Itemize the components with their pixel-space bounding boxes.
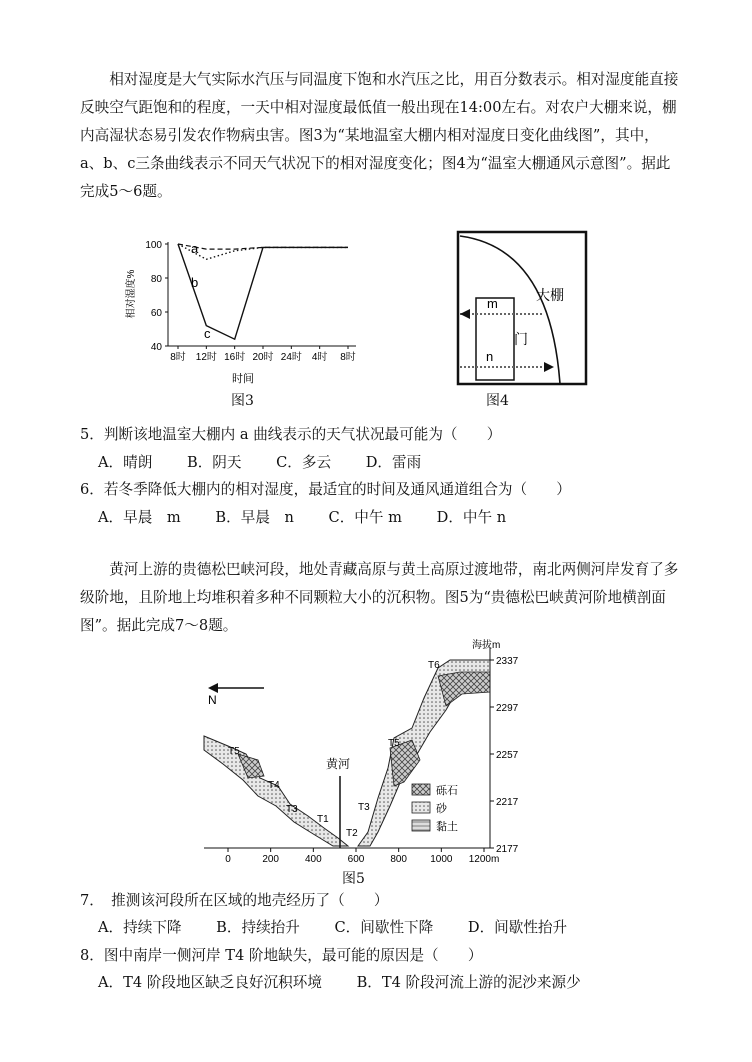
north-label: N — [208, 693, 217, 707]
terrace-label-t3-north: T3 — [286, 804, 298, 815]
y-tick-label: 100 — [145, 240, 162, 251]
q6-option-a[interactable]: A．早晨 m — [98, 509, 181, 526]
figure-5-terrace-section — [198, 636, 528, 866]
figure-5-caption: 图5 — [342, 871, 365, 887]
distance-tick-label: 1200m — [468, 854, 500, 865]
q5-option-b[interactable]: B．阴天 — [186, 454, 242, 471]
question-5-stem: 5．判断该地温室大棚内 a 曲线表示的天气状况最可能为（ ） — [80, 426, 502, 443]
q8-option-a[interactable]: A．T4 阶段地区缺乏良好沉积环境 — [98, 974, 322, 991]
q6-option-c[interactable]: C．中午 m — [328, 509, 402, 526]
curve-label-b: b — [191, 275, 199, 290]
legend-sand: 砂 — [436, 803, 447, 815]
altitude-label: 海拔m — [472, 640, 501, 651]
figure-3-caption: 图3 — [231, 393, 254, 409]
q7-option-c[interactable]: C．间歇性下降 — [334, 919, 434, 936]
altitude-tick-label: 2217 — [496, 797, 519, 808]
figure-4-ventilation-diagram — [450, 228, 590, 388]
altitude-tick-label: 2297 — [496, 703, 519, 714]
x-tick-label: 4时 — [311, 352, 328, 363]
question-8-stem: 8．图中南岸一侧河岸 T4 阶地缺失，最可能的原因是（ ） — [80, 947, 483, 964]
x-tick-label: 24时 — [280, 352, 302, 363]
altitude-tick-label: 2257 — [496, 750, 519, 761]
legend-clay: 黏土 — [436, 821, 458, 833]
distance-tick-label: 200 — [262, 854, 280, 865]
label-n: n — [486, 349, 494, 364]
legend-sand-swatch — [412, 802, 430, 813]
distance-tick-label: 600 — [347, 854, 365, 865]
question-7-stem: 7． 推测该河段所在区域的地壳经历了（ ） — [80, 892, 389, 909]
terrace-label-t5-north: T5 — [228, 746, 240, 757]
legend-clay-swatch — [412, 820, 430, 831]
x-tick-label: 20时 — [252, 352, 274, 363]
q7-option-b[interactable]: B．持续抬升 — [216, 919, 300, 936]
terrace-label-t3-south: T3 — [358, 802, 370, 813]
q5-option-c[interactable]: C．多云 — [276, 454, 332, 471]
label-m: m — [487, 296, 498, 311]
question-7-options — [98, 916, 597, 937]
distance-tick-label: 0 — [225, 854, 231, 865]
question-8-options — [98, 971, 611, 992]
question-5-options — [98, 451, 451, 472]
river-label: 黄河 — [326, 757, 351, 771]
label-door: 门 — [514, 331, 528, 347]
question-6-stem: 6．若冬季降低大棚内的相对湿度，最适宜的时间及通风通道组合为（ ） — [80, 481, 571, 498]
distance-tick-label: 800 — [390, 854, 408, 865]
greenhouse-frame — [458, 232, 586, 384]
series-line-b — [178, 244, 348, 259]
q7-option-d[interactable]: D．间歇性抬升 — [467, 919, 568, 936]
y-axis-label: 相对湿度% — [126, 269, 137, 319]
intro-paragraph-2: 黄河上游的贵德松巴峡河段，地处青藏高原与黄土高原过渡地带，南北两侧河岸发育了多级阶地，且阶地上均堆积着多种不同颗粒大小的沉积物。图5为“贵德松巴峡黄河阶地横剖面图”。据此完成7～8题。 — [80, 561, 679, 634]
distance-tick-label: 1000 — [430, 854, 453, 865]
terrace-label-t4: T4 — [268, 780, 280, 791]
label-greenhouse: 大棚 — [536, 287, 564, 303]
terrace-label-t2: T2 — [346, 828, 358, 839]
legend-gravel: 砾石 — [436, 785, 458, 797]
question-6-options — [98, 506, 536, 527]
figure-3-humidity-chart — [118, 230, 378, 390]
x-tick-label: 8时 — [340, 352, 356, 363]
q7-option-a[interactable]: A．持续下降 — [98, 919, 182, 936]
q5-option-a[interactable]: A．晴朗 — [98, 454, 153, 471]
curve-label-c: c — [204, 326, 211, 341]
figure-4-caption: 图4 — [486, 393, 509, 409]
q5-option-d[interactable]: D．雷雨 — [365, 454, 422, 471]
y-tick-label: 40 — [150, 342, 162, 353]
terrace-label-t5-south: T5 — [388, 738, 400, 749]
altitude-tick-label: 2337 — [496, 656, 519, 667]
x-tick-label: 12时 — [195, 352, 217, 363]
curve-label-a: a — [191, 241, 199, 256]
x-tick-label: 8时 — [170, 352, 186, 363]
intro-paragraph-1: 相对湿度是大气实际水汽压与同温度下饱和水汽压之比，用百分数表示。相对湿度能直接反映空气距饱和的程度，一天中相对湿度最低值一般出现在14:00左右。对农户大棚来说，棚内高湿状态易引发农作物病虫害。图3为“某地温室大棚内相对湿度日变化曲线图”，其中，a、b、c三条曲线表示不同天气状况下的相对湿度变化；图4为“温室大棚通风示意图”。据此完成5～6题。 — [80, 71, 679, 200]
terrace-label-t6: T6 — [428, 660, 440, 671]
terrace-label-t1: T1 — [317, 814, 329, 825]
distance-tick-label: 400 — [304, 854, 322, 865]
q6-option-b[interactable]: B．早晨 n — [215, 509, 294, 526]
q6-option-d[interactable]: D．中午 n — [436, 509, 507, 526]
y-tick-label: 80 — [150, 274, 162, 285]
y-tick-label: 60 — [150, 308, 162, 319]
altitude-tick-label: 2177 — [496, 844, 519, 855]
q8-option-b[interactable]: B．T4 阶段河流上游的泥沙来源少 — [356, 974, 581, 991]
legend-gravel-swatch — [412, 784, 430, 795]
north-arrow-icon — [208, 683, 218, 693]
x-tick-label: 16时 — [224, 352, 246, 363]
x-axis-label: 时间 — [232, 373, 254, 385]
